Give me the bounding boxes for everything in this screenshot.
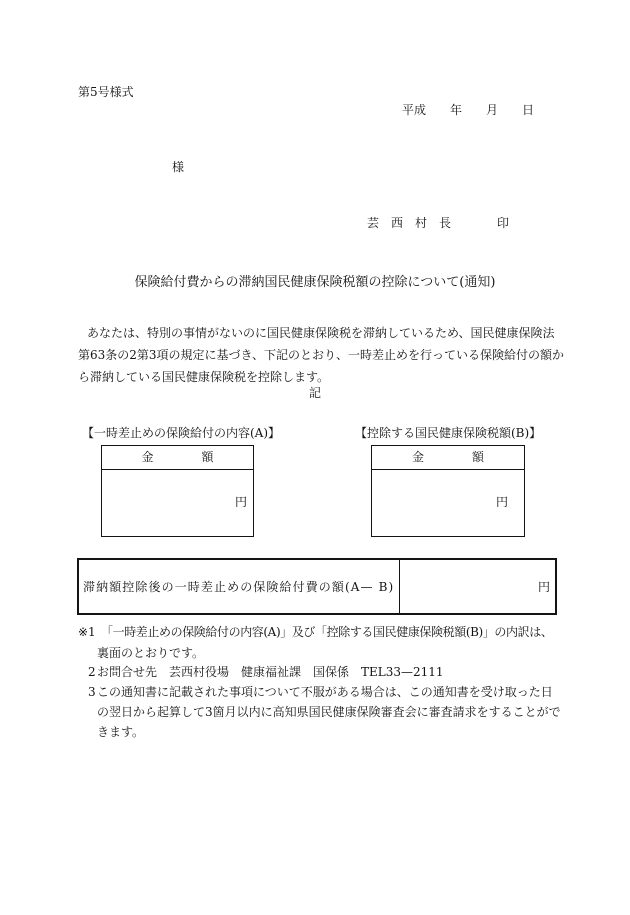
box-b-amount-table [371,445,525,537]
note-line: お問合せ先 芸西村役場 健康福祉課 国保係 TEL33—2111 [97,665,444,679]
note-marker: ※1 [78,625,96,639]
issuer-name: 芸 西 村 長 [367,216,452,230]
box-a-amount-table [101,445,254,537]
box-b-header: 金 額 [372,446,524,470]
box-a-header: 金 額 [102,446,253,470]
note-line: この通知書に記載された事項について不服がある場合は、この通知書を受け取った日 [97,685,553,699]
body-line: 第63条の2第3項の規定に基づき、下記のとおり、一時差止めを行っている保険給付の額か [78,348,565,362]
seal-mark: 印 [497,216,510,230]
result-table [77,558,557,615]
result-label: 滞納額控除後の一時差止めの保険給付費の額(A— B) [83,579,395,594]
result-unit: 円 [537,579,550,594]
result-value-cell [400,560,555,613]
document-title: 保険給付費からの滞納国民健康保険税額の控除について(通知) [134,275,496,290]
box-b-label: 【控除する国民健康保険税額(B)】 [355,426,542,440]
note-marker: 3 [88,685,96,699]
body-line: あなたは、特別の事情がないのに国民健康保険税を滞納しているため、国民健康保険法 [87,326,555,340]
form-number: 第5号様式 [78,85,134,99]
box-a-unit: 円 [234,495,247,509]
note-line: 裏面のとおりです。 [97,646,205,660]
body-line: ら滞納している国民健康保険税を控除します。 [78,370,330,384]
note-line: きます。 [97,725,145,739]
box-a-label: 【一時差止めの保険給付の内容(A)】 [82,426,281,440]
note-marker: 2 [88,665,96,679]
result-label-cell [79,560,400,613]
box-b-unit: 円 [495,495,508,509]
issue-date: 平成 年 月 日 [402,103,535,117]
record-mark: 記 [308,386,321,400]
recipient-honorific: 様 [172,160,185,174]
note-line: の翌日から起算して3箇月以内に高知県国民健康保険審査会に審査請求をすることがで [97,705,561,719]
note-line: 「一時差止めの保険給付の内容(A)」及び「控除する国民健康保険税額(B)」の内訳は、 [101,625,553,639]
